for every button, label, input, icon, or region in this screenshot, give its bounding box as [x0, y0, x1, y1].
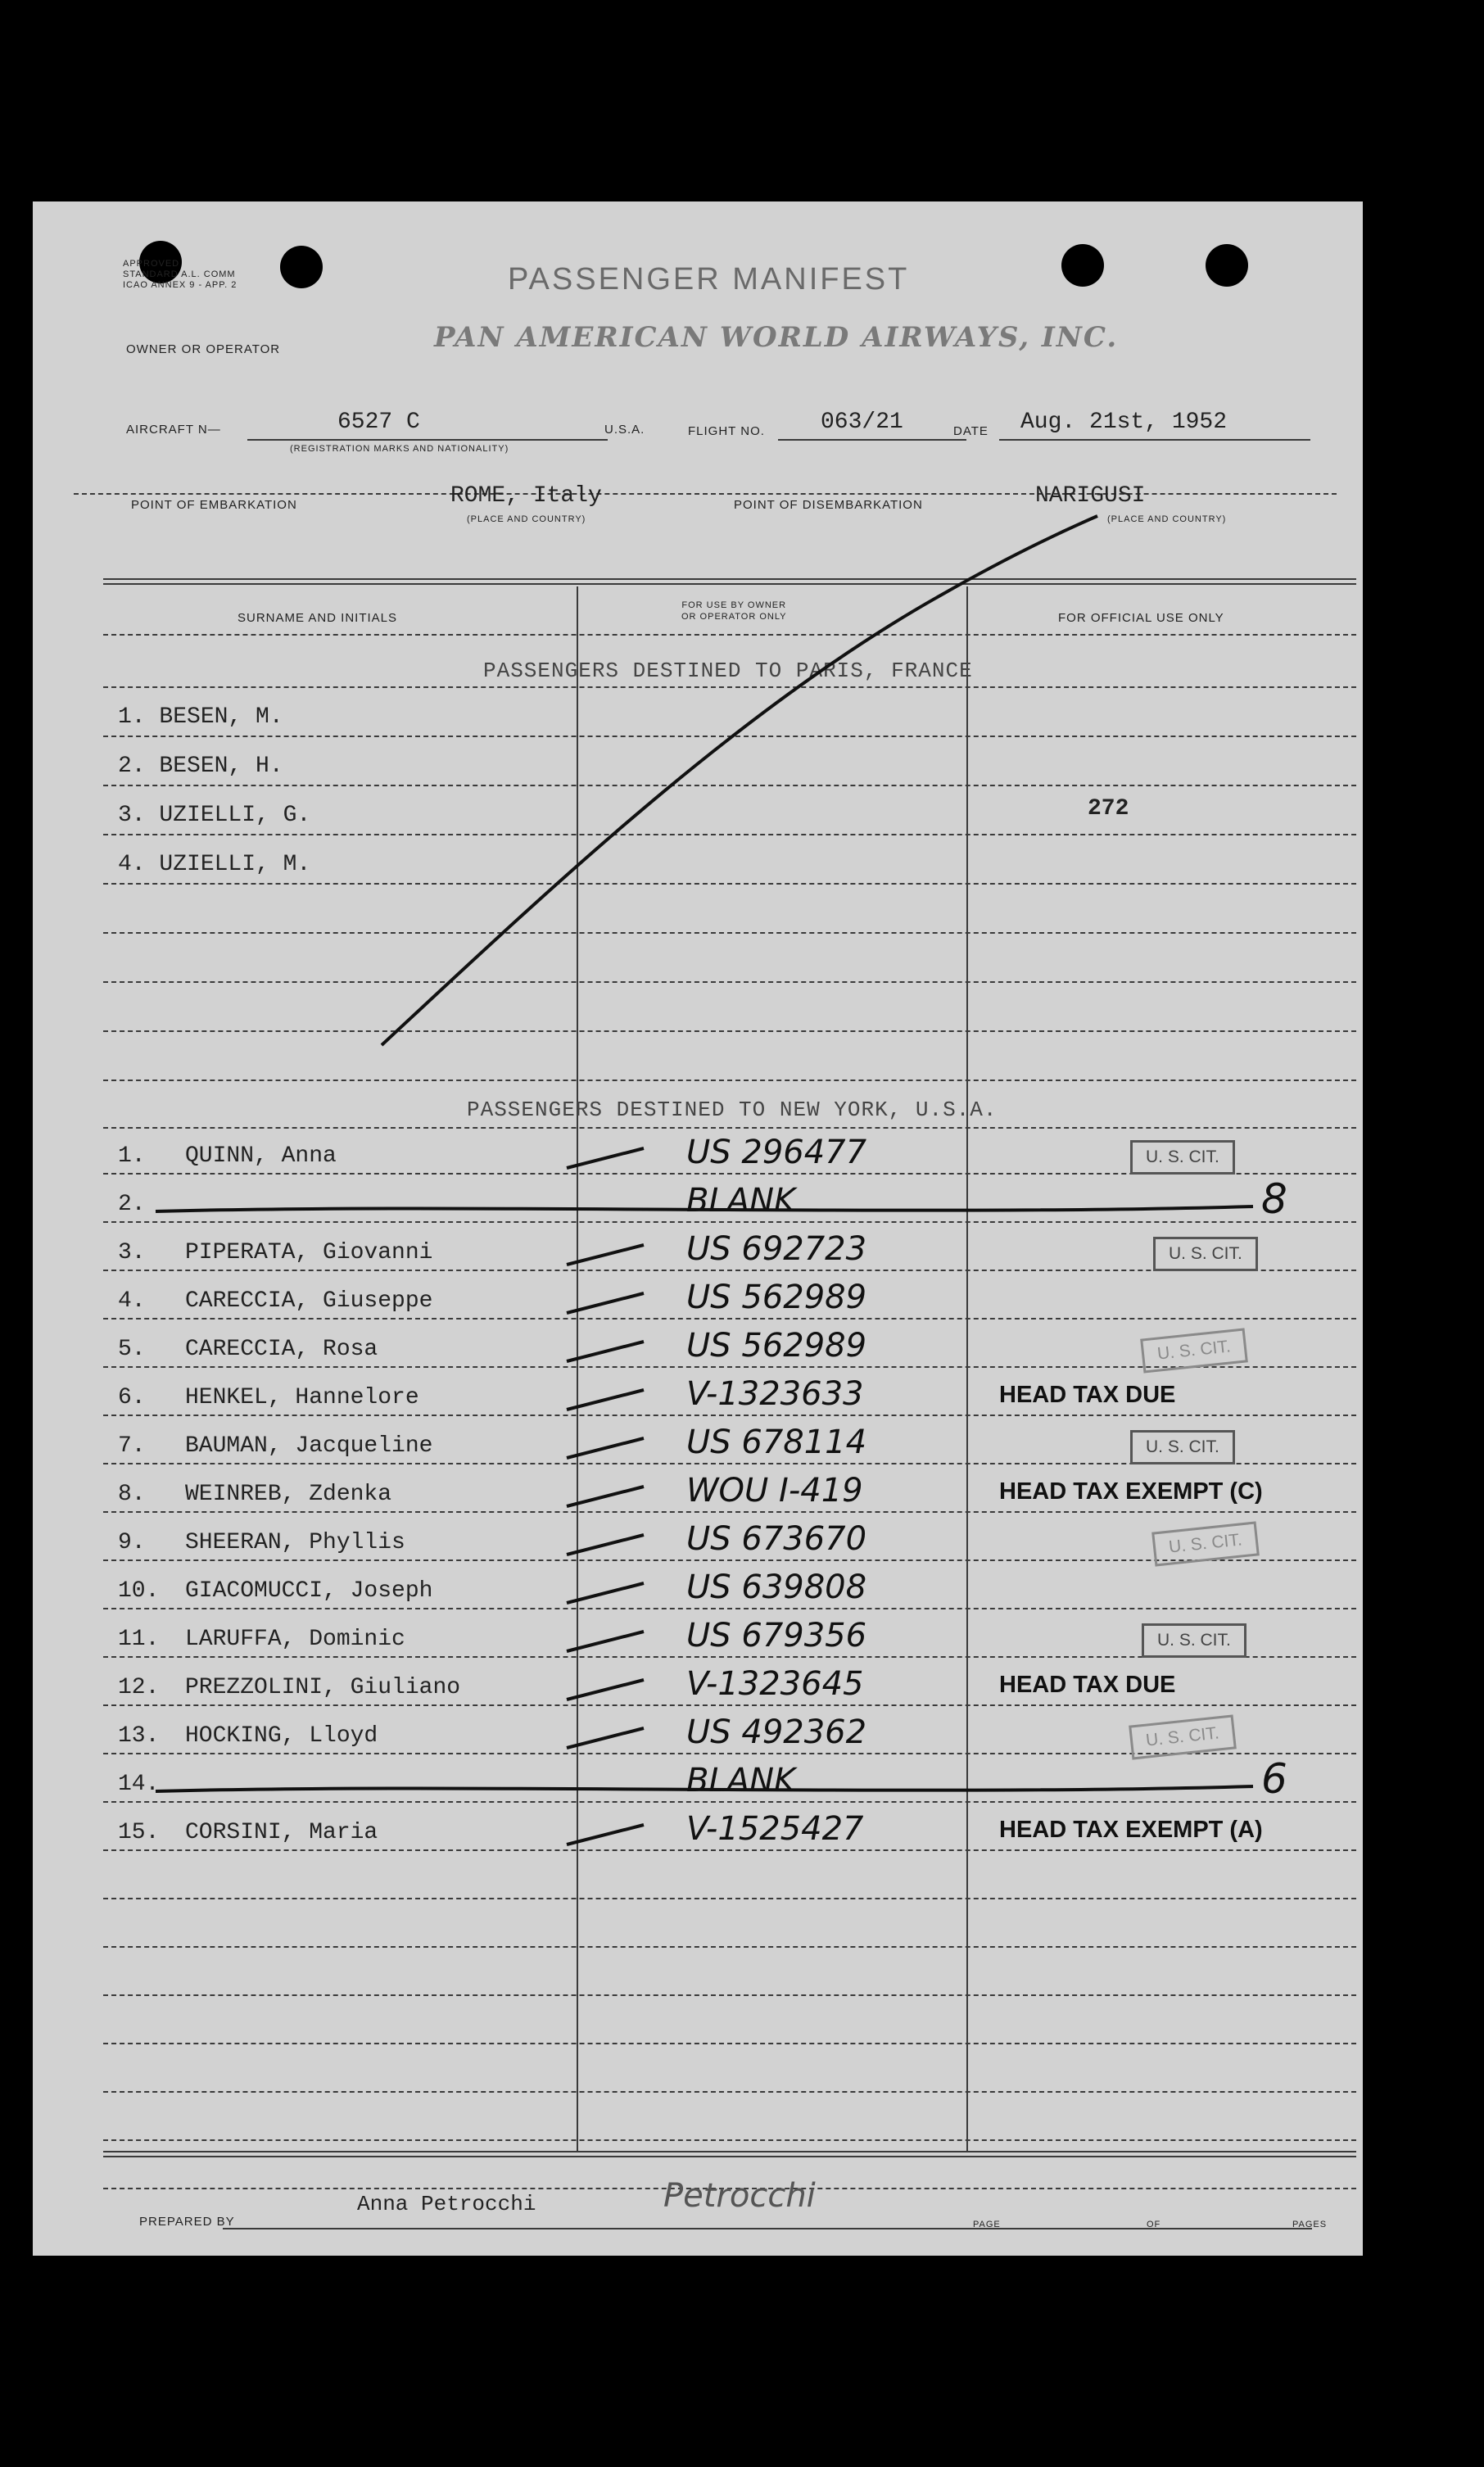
passenger-name: QUINN, Anna — [185, 1143, 337, 1169]
passenger-name: GIACOMUCCI, Joseph — [185, 1578, 433, 1604]
blank-strike-line — [156, 1786, 1253, 1791]
passenger-number: 7. — [118, 1433, 146, 1459]
passenger-name: PIPERATA, Giovanni — [185, 1240, 433, 1265]
approval-line: ICAO ANNEX 9 - APP. 2 — [123, 280, 238, 290]
aircraft-value: 6527 C — [337, 410, 420, 435]
passenger-name: BESEN, M. — [159, 704, 283, 730]
disembark-sub: (PLACE AND COUNTRY) — [1107, 514, 1227, 524]
passport-number: BLANK — [686, 1762, 796, 1799]
usa-label: U.S.A. — [604, 423, 645, 437]
passenger-name: CARECCIA, Rosa — [185, 1337, 378, 1362]
paris-heading: PASSENGERS DESTINED TO PARIS, FRANCE — [483, 659, 973, 683]
passenger-name: CORSINI, Maria — [185, 1820, 378, 1845]
passenger-number: 4. — [118, 852, 160, 877]
check-tick — [567, 1487, 644, 1506]
check-tick — [567, 1293, 644, 1313]
owner-value: PAN AMERICAN WORLD AIRWAYS, INC. — [434, 321, 1119, 354]
date-label: DATE — [953, 424, 989, 438]
head-tax-note: HEAD TAX EXEMPT (A) — [999, 1817, 1263, 1843]
col-surname-header: SURNAME AND INITIALS — [238, 611, 398, 625]
passenger-name: BAUMAN, Jacqueline — [185, 1433, 433, 1459]
official-number: 272 — [1088, 796, 1129, 822]
check-tick — [567, 1245, 644, 1265]
embark-value: ROME, Italy — [450, 483, 602, 509]
passenger-name: WEINREB, Zdenka — [185, 1482, 392, 1507]
check-tick — [567, 1342, 644, 1361]
check-tick — [567, 1535, 644, 1555]
passenger-name: SHEERAN, Phyllis — [185, 1530, 405, 1555]
tick-marks — [156, 1148, 1253, 1845]
passenger-name: LARUFFA, Dominic — [185, 1627, 405, 1652]
check-tick — [567, 1728, 644, 1748]
passport-number: V-1323645 — [686, 1665, 864, 1703]
passenger-number: 9. — [118, 1530, 146, 1555]
approval-line: STANDARD A.L. COMM — [123, 269, 236, 279]
passenger-number: 5. — [118, 1337, 146, 1362]
passport-number: WOU I-419 — [686, 1472, 863, 1510]
owner-label: OWNER OR OPERATOR — [126, 342, 281, 356]
passport-number: US 562989 — [686, 1279, 867, 1316]
passenger-number: 4. — [118, 1288, 146, 1314]
approval-line: APPROVED — [123, 259, 180, 269]
check-tick — [567, 1148, 644, 1168]
citizenship-stamp: U. S. CIT. — [1140, 1328, 1248, 1373]
citizenship-stamp: U. S. CIT. — [1142, 1623, 1246, 1658]
citizenship-stamp: U. S. CIT. — [1151, 1521, 1260, 1566]
passport-number: V-1525427 — [686, 1810, 864, 1848]
diagonal-strike-stroke — [382, 516, 1097, 1045]
page-label: PAGE — [973, 2220, 1001, 2229]
head-tax-note: HEAD TAX EXEMPT (C) — [999, 1478, 1263, 1505]
check-tick — [567, 1583, 644, 1603]
passenger-name: HOCKING, Lloyd — [185, 1723, 378, 1749]
citizenship-stamp: U. S. CIT. — [1130, 1430, 1235, 1464]
date-value: Aug. 21st, 1952 — [1020, 410, 1228, 435]
passport-number: US 296477 — [686, 1134, 867, 1171]
passport-number: US 492362 — [686, 1713, 867, 1751]
passport-number: US 639808 — [686, 1568, 867, 1606]
head-tax-note: HEAD TAX DUE — [999, 1672, 1176, 1698]
aircraft-label: AIRCRAFT N— — [126, 423, 221, 437]
flight-label: FLIGHT NO. — [688, 424, 765, 438]
passenger-number: 6. — [118, 1385, 146, 1410]
passenger-number: 14. — [118, 1772, 160, 1797]
check-tick — [567, 1438, 644, 1458]
passenger-number: 13. — [118, 1723, 160, 1749]
check-tick — [567, 1825, 644, 1845]
passenger-number: 1. — [118, 704, 160, 730]
embark-label: POINT OF EMBARKATION — [131, 498, 297, 512]
pages-label: PAGES — [1292, 2220, 1328, 2229]
passenger-number: 8. — [118, 1482, 146, 1507]
aircraft-sub: (REGISTRATION MARKS AND NATIONALITY) — [290, 444, 509, 454]
citizenship-stamp: U. S. CIT. — [1130, 1140, 1235, 1175]
handwriting-overlay — [33, 201, 1363, 2256]
disembark-value: NARIGUSI — [1035, 483, 1146, 509]
prepared-by-label: PREPARED BY — [139, 2215, 235, 2229]
check-tick — [567, 1680, 644, 1700]
passenger-name: PREZZOLINI, Giuliano — [185, 1675, 461, 1700]
passenger-number: 1. — [118, 1143, 146, 1169]
passenger-name: HENKEL, Hannelore — [185, 1385, 419, 1410]
signature: Petrocchi — [663, 2177, 816, 2215]
col-official-header: FOR OFFICIAL USE ONLY — [1058, 611, 1224, 625]
page-title: PASSENGER MANIFEST — [508, 262, 910, 296]
citizenship-stamp: U. S. CIT. — [1129, 1714, 1237, 1759]
passenger-name: BESEN, H. — [159, 754, 283, 779]
passenger-number: 11. — [118, 1627, 160, 1652]
passenger-number: 3. — [118, 803, 160, 828]
blank-count: 8 — [1261, 1175, 1287, 1223]
passport-number: US 679356 — [686, 1617, 867, 1654]
check-tick — [567, 1632, 644, 1651]
passenger-number: 12. — [118, 1675, 160, 1700]
head-tax-note: HEAD TAX DUE — [999, 1382, 1176, 1408]
of-label: OF — [1147, 2220, 1161, 2229]
blank-strike-line — [156, 1206, 1253, 1211]
blank-count: 6 — [1261, 1755, 1287, 1803]
passenger-name: UZIELLI, G. — [159, 803, 311, 828]
col-operator-header-line: FOR USE BY OWNER — [681, 600, 787, 610]
check-tick — [567, 1390, 644, 1410]
passenger-number: 2. — [118, 1192, 146, 1217]
flight-value: 063/21 — [821, 410, 903, 435]
passport-number: US 692723 — [686, 1230, 867, 1268]
manifest-paper — [33, 201, 1363, 2256]
passport-number: US 678114 — [686, 1424, 867, 1461]
passenger-number: 3. — [118, 1240, 146, 1265]
col-operator-header-line: OR OPERATOR ONLY — [681, 612, 787, 622]
passenger-name: UZIELLI, M. — [159, 852, 311, 877]
prepared-by-value: Anna Petrocchi — [357, 2192, 536, 2216]
passenger-number: 15. — [118, 1820, 160, 1845]
newyork-heading: PASSENGERS DESTINED TO NEW YORK, U.S.A. — [467, 1098, 998, 1122]
citizenship-stamp: U. S. CIT. — [1153, 1237, 1258, 1271]
passport-number: US 673670 — [686, 1520, 867, 1558]
passenger-number: 2. — [118, 754, 160, 779]
passenger-name: CARECCIA, Giuseppe — [185, 1288, 433, 1314]
passenger-number: 10. — [118, 1578, 160, 1604]
disembark-label: POINT OF DISEMBARKATION — [734, 498, 923, 512]
passport-number: V-1323633 — [686, 1375, 864, 1413]
embark-sub: (PLACE AND COUNTRY) — [467, 514, 586, 524]
passport-number: US 562989 — [686, 1327, 867, 1365]
passport-number: BLANK — [686, 1182, 796, 1220]
